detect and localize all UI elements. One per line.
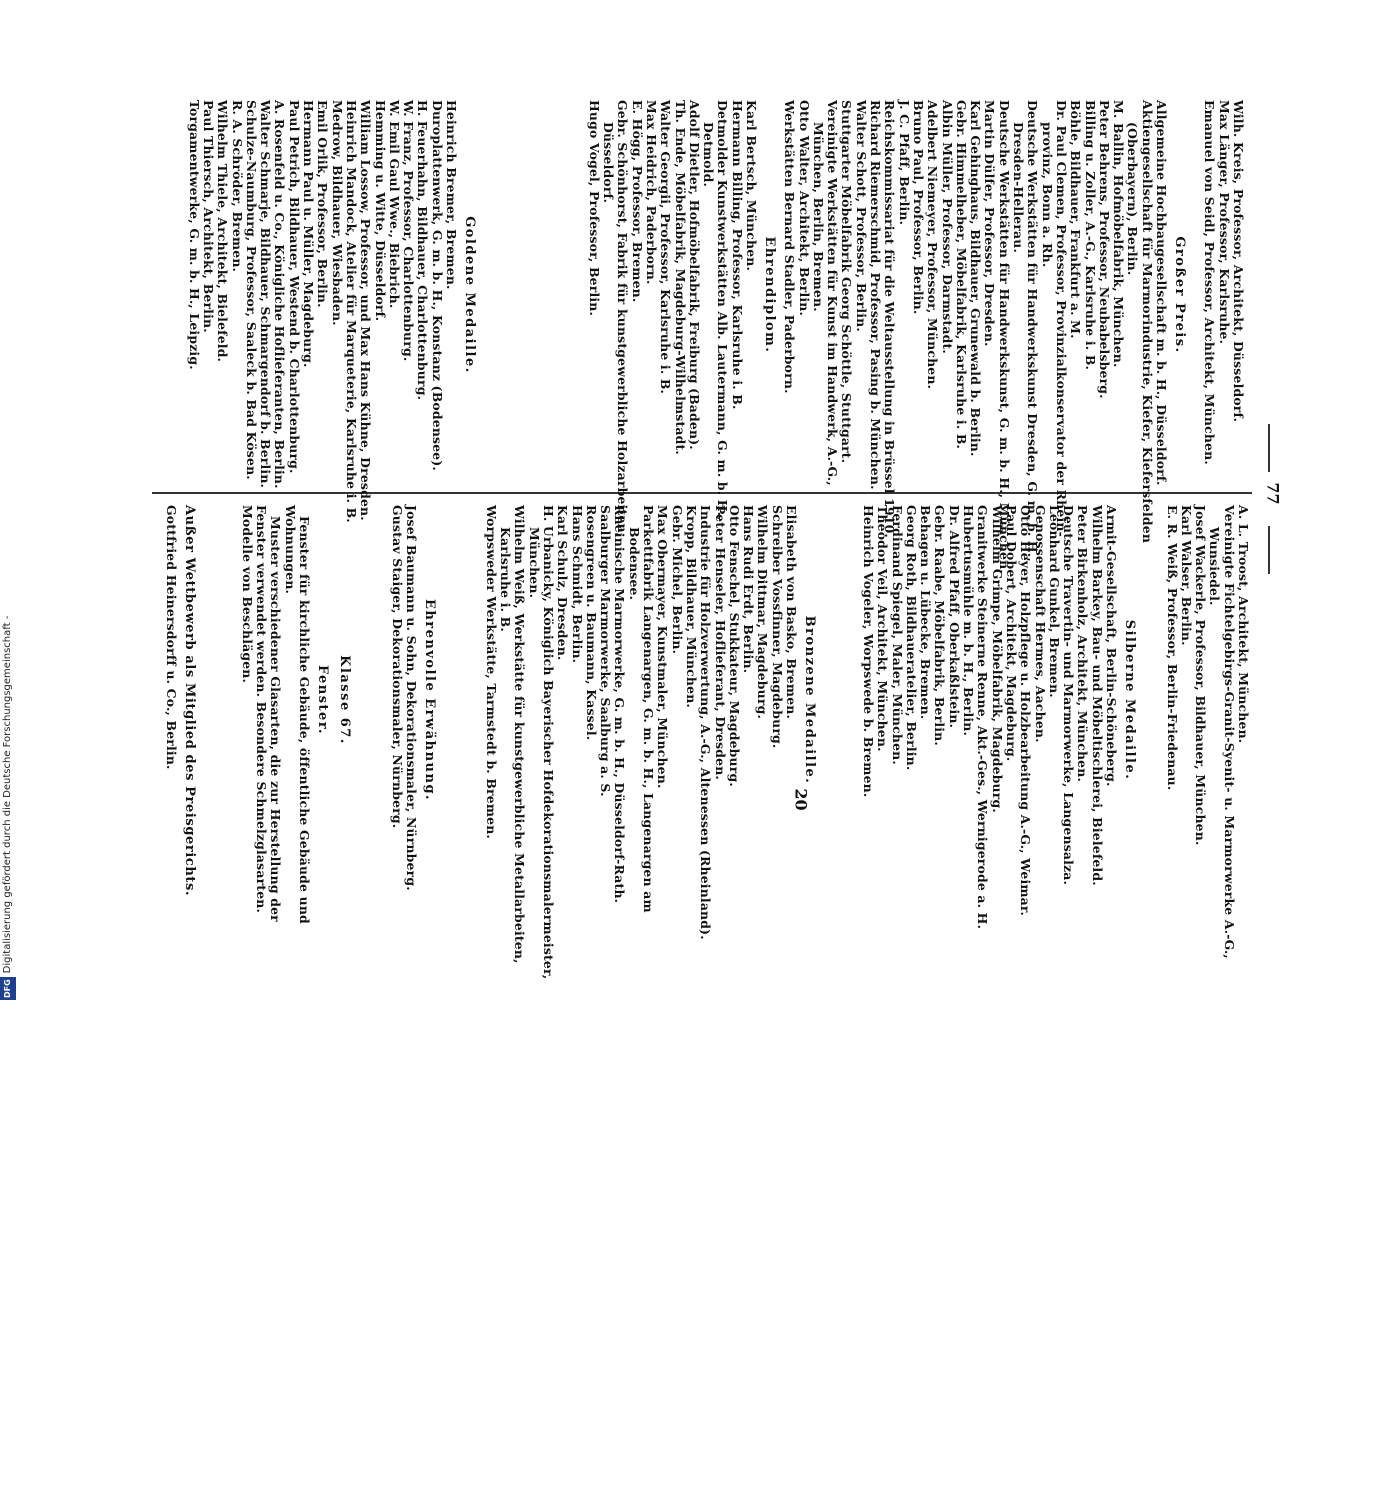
list-item: Walter Schott, Professor, Berlin. [853,100,869,332]
class-heading: Klasse 67. [337,655,352,745]
list-item: Martin Dülfer, Professor, Dresden. [982,100,998,347]
list-item: Paul Thiersch, Architekt, Berlin. [200,100,216,333]
list-item: Behagen u. Lübecke, Bremen. [918,505,934,720]
list-item: Ferdinand Spiegel, Maler, München. [889,505,905,765]
list-item: Worpsweder Werkstätte, Tarmstedt b. Bremen. [483,505,499,839]
list-item: Wilhelm Weiß, Werkstätte für kunstgewerbliche Metallarbeiten, [512,505,528,964]
list-item: Wilhelm Grimpe, Möbelfabrik, Magdeburg. [989,505,1005,813]
section-heading: Silberne Medaille. [1122,619,1137,781]
list-item: Rheinische Marmorwerke, G. m. b. H., Düsseldorf-Rath. [612,505,628,904]
list-item: Walter Georgii, Professor, Karlsruhe i. B. [658,100,674,395]
list-item: Hugo Vogel, Professor, Berlin. [586,100,602,316]
list-item: Adolf Dietler, Hofmöbelfabrik, Freiburg (Baden). [686,100,702,450]
list-item: Karl Walser, Berlin. [1178,505,1194,646]
list-item: Elisabeth von Basko, Bremen. [784,505,799,719]
list-item: Gebr. Raabe, Möbelfabrik, Berlin. [932,505,948,746]
section-heading: Ehrendiplom. [762,236,777,354]
list-item: Detmold. [701,122,717,188]
list-item: Wilhelm Barkey, Bau- und Möbeltischlerei, Bielefeld. [1089,505,1105,886]
page-number-bottom: 20 [791,788,811,811]
class-subheading: Fenster. [315,664,330,736]
list-item: Hans Schmidt, Berlin. [569,505,585,664]
list-item: Genossenschaft Hermes, Aachen. [1032,505,1048,743]
list-item: Wohnungen. [282,505,298,595]
list-item: Vereinigte Werkstätten für Kunst im Handwerk, A.-G., [825,100,841,486]
list-item: Reichskommissariat für die Weltausstellung in Brüssel 1910. [882,100,898,538]
list-item: München, Berlin, Bremen. [810,122,826,312]
list-item: Deutsche Werkstätten für Handwerkskunst Dresden, G. m. b. H., [1025,100,1041,562]
list-item: Parkettfabrik Langenargen, G. m. b. H., Langenargen am [641,505,657,913]
section-heading: Großer Preis. [1172,236,1187,354]
list-item: Hans Rudi Erdt, Berlin. [741,505,757,674]
list-item: Paul Petrich, Bildhauer, Westend b. Charlottenburg. [286,100,302,474]
list-item: R. A. Schröder, Bremen. [229,100,245,273]
list-item: W. Franz, Professor, Charlottenburg. [401,100,417,362]
list-item: Peter Behrens, Professor, Neubabelsberg. [1096,100,1112,399]
list-item: (Oberbayern), Berlin. [1125,122,1141,276]
section-heading: Außer Wettbewerb als Mitglied des Preisgerichts. [182,505,197,897]
list-item: Rosengreen u. Baumann, Kassel. [583,505,599,741]
section-heading: Goldene Medaille. [462,216,477,374]
list-item: Otto Walter, Architekt, Berlin. [796,100,812,317]
bronze-medal-section [450,505,820,1505]
list-item: Armit-Gesellschaft, Berlin-Schöneberg. [1104,505,1119,787]
list-item: Wilh. Kreis, Professor, Architekt, Düsseldorf. [1231,100,1246,423]
list-item: E. Högg, Professor, Bremen. [629,100,645,303]
list-item: H. Feuerhahn, Bildhauer, Charlottenburg. [415,100,431,401]
list-item: Peter Birkenholz, Architekt, München. [1075,505,1091,782]
list-item: Wilhelm Thiele, Architekt, Bielefeld. [215,100,231,363]
list-item: Deutsche Werkstätten für Handwerkskunst, G. m. b. H., München. [996,100,1012,574]
list-item: Walter Schmarje, Bildhauer, Schmargendorf b. Berlin. [258,100,274,489]
list-item: Heinrich Mandock, Atelier für Marqueterie, Karlsruhe i. B. [343,100,359,523]
list-item: Muster verschiedener Glasarten, die zur Herstellung der [268,516,284,922]
list-item: Bruno Paul, Professor, Berlin. [910,100,926,315]
list-item: Wunsiedel. [1207,527,1223,606]
list-item: Paul Dobert, Architekt, Magdeburg. [1003,505,1019,762]
list-item: Gebr. Himmelheber, Möbelfabrik, Karlsruhe i. B. [953,100,969,450]
hors-concours-section [140,505,200,1505]
list-item: Gottfried Heinersdorff u. Co., Berlin. [164,505,179,770]
list-item: Karl Schulz, Dresden. [555,505,571,661]
list-item: Medrow, Bildhauer, Wiesbaden. [329,100,345,326]
list-item: Duroplattenwerk, G. m. b. H., Konstanz (Bodensee). [429,100,445,471]
digitization-sidebar [0,0,16,1000]
list-item: Otto Heyer, Holzpflege u. Holzbearbeitung A.-G., Weimar. [1018,505,1034,917]
list-item: Deutsche Travertin- und Marmorwerke, Langensalza. [1061,505,1077,886]
list-item: H. Urbanicky, Königlich Bayerischer Hofdekorationsmalermeister, [540,505,556,980]
list-item: Hermann Billing, Professor, Karlsruhe i. B. [729,100,745,410]
list-item: München. [526,527,542,599]
list-item: Torgamentwerke, G. m. b. H., Leipzig. [186,100,202,370]
list-item: Modelle von Beschlägen. [239,505,255,684]
list-item: Granitwerke Steinerne Renne, Akt.-Ges., Wernigerode a. H. [975,505,991,930]
list-item: Karl Bertsch, München. [744,100,759,272]
list-item: Karlsruhe i. B. [498,527,514,632]
list-item: Gebr. Michel, Berlin. [669,505,685,655]
section-heading: Bronzene Medaille. [802,615,817,785]
list-item: Kropp, Bildhauer, München. [683,505,699,708]
list-item: Hermann Paul u. Müller, Magdeburg. [301,100,317,368]
list-item: Emil Orlik, Professor, Berlin. [315,100,331,308]
dfg-logo: DFG [0,977,16,1000]
list-item: Düsseldorf. [601,122,617,204]
list-item: Otto Fenschel, Stukkateur, Magdeburg. [726,505,742,787]
list-item: Werkstätten Bernard Stadler, Paderborn. [782,100,798,394]
list-item: Richard Riemerschmid, Professor, Pasing b. München. [868,100,884,490]
list-item: Böhle, Bildhauer, Frankfurt a. M. [1068,100,1084,339]
list-item: Stuttgarter Möbelfabrik Georg Schöttle, Stuttgart. [839,100,855,464]
list-item: Josef Wackerle, Professor, Bildhauer, München. [1193,505,1209,846]
list-item: A. Rosenfeld u. Co., Königliche Hoflieferanten, Berlin. [272,100,288,489]
list-item: Leonhard Gunkel, Bremen. [1046,505,1062,698]
list-item: Hemming u. Witte, Düsseldorf. [372,100,388,322]
silver-medal-section [820,505,1140,1505]
list-item: Theodor Veil, Architekt, München. [875,505,891,752]
class-67-section [200,505,355,1505]
list-item: Gebr. Schönhorst, Fabrik für kunstgewerbliche Holzarbeiten, [615,100,631,538]
list-item: Albin Müller, Professor, Darmstadt. [939,100,955,354]
top-rule-b [1268,526,1270,574]
list-item: Dr. Paul Clemen, Professor, Provinzialkonservator der Rhein- [1053,100,1069,537]
list-item: William Lossow, Professor, und Max Hans Kühne, Dresden. [358,100,374,521]
list-item: Georg Roth, Bildhaueratelier, Berlin. [903,505,919,771]
list-item: Adelbert Niemeyer, Professor, München. [925,100,941,390]
page-number-top: 77 [1263,482,1283,505]
list-item: M. Ballin, Hofmöbelfabrik, München. [1111,100,1127,368]
list-item: Josef Baumann u. Sohn, Dekorationsmaler, Nürnberg. [404,505,419,891]
list-item: Emanuel von Seidl, Professor, Architekt, München. [1202,100,1218,465]
list-item: Fenster für kirchliche Gebäude, öffentliche Gebäude und [297,516,312,924]
digitization-note: Digitalisierung gefördert durch die Deutsche Forschungsgemeinschaft - [2,615,13,974]
list-item: A. L. Troost, Architekt, München. [1236,505,1251,744]
list-item: Vereinigte Fichtelgebirgs-Granit-Syenit- u. Marmorwerke A.-G., [1221,505,1237,959]
list-item: provinz, Bonn a. Rh. [1039,122,1055,268]
list-item: Schulze-Naumburg, Professor, Saaleck b. Bad Kösen. [243,100,259,480]
list-item: Schreiber Vossfinner, Magdeburg. [769,505,785,749]
list-item: Saalburger Marmorwerke, Saalburg a. S. [598,505,614,797]
list-item: Peter Henseler, Hoflieferant, Dresden. [712,505,728,780]
list-item: Billing u. Zoller, A.-G., Karlsruhe i. B. [1082,100,1098,371]
top-rule-a [1268,424,1270,472]
list-item: Karl Gehinghaus, Bildhauer, Grunewald b. Berlin. [968,100,984,457]
list-item: Wilhelm Dittmar, Magdeburg. [755,505,771,719]
list-item: Aktiengesellschaft für Marmorindustrie, Kiefer, Kiefersfelden [1139,100,1155,544]
list-item: Hubertusmühle m. b. H., Berlin. [961,505,977,737]
list-item: Heinrich Bremer, Bremen. [444,100,459,290]
list-item: Th. Ende, Möbelfabrik, Magdeburg-Wilhelmstadt. [672,100,688,455]
list-item: Gustav Staiger, Dekorationsmaler, Nürnberg. [389,505,405,829]
list-item: Max Heidrich, Paderborn. [643,100,659,285]
list-item: Max Obermayer, Kunstmaler, München. [655,505,671,789]
list-item: J. C. Pfaff, Berlin. [896,100,912,226]
honorable-mention-section [360,505,440,1505]
list-item: W. Emil Gaul Wwe., Biebrich. [386,100,402,309]
list-item: Fenster verwendet werden. Besondere Schmelzglasarten. [254,505,270,914]
list-item: Heinrich Vogeler, Worpswede b. Bremen. [860,505,876,798]
list-item: Allgemeine Hochbaugesellschaft m. b. H., Düsseldorf. [1154,100,1169,486]
grand-prize-continuation [1150,505,1250,1505]
section-heading: Ehrenvolle Erwähnung. [422,598,437,802]
list-item: Dr. Alfred Pfaff, Oberkaßlstein. [946,505,962,729]
list-item: Dresden-Hellerau. [1011,122,1027,253]
list-item: Bodensee. [626,527,642,601]
list-item: Max Länger, Professor, Karlsruhe. [1216,100,1232,345]
list-item: Industrie für Holzverwertung, A.-G., Altenessen (Rheinland). [698,505,714,940]
list-item: E. R. Weiß, Professor, Berlin-Friedenau. [1164,505,1180,791]
list-item: Detmolder Kunstwerkstätten Alb. Lautermann, G. m. b. H., [715,100,731,521]
